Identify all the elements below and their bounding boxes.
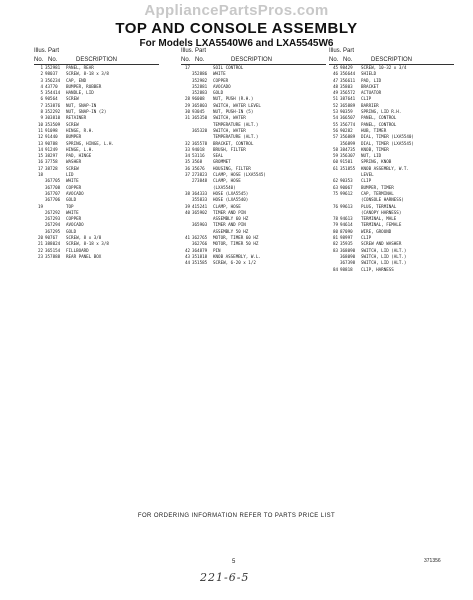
header-ill-part: Illus. Part <box>34 48 60 54</box>
part-number: 365320 <box>192 127 208 133</box>
header-description: DESCRIPTION <box>231 57 273 63</box>
part-number: 99613 <box>340 203 353 209</box>
part-number: 352292 <box>45 109 61 115</box>
part-number: 94018 <box>192 146 205 152</box>
part-description: TEMPERATURE (ALT.) <box>213 134 259 140</box>
illus-number: 14 <box>37 146 43 152</box>
illus-number: 56 <box>332 127 338 133</box>
part-description: DIAL, TIMER (LXA5540) <box>361 134 414 140</box>
illus-number: 42 <box>184 247 190 253</box>
illus-number: 44 <box>184 260 190 266</box>
illus-number: 63 <box>332 184 338 190</box>
illus-number: 75 <box>332 190 338 196</box>
part-description: (CANOPY HARNESS) <box>361 209 402 215</box>
illus-number: 52 <box>332 102 338 108</box>
part-number: 364333 <box>192 190 208 196</box>
part-number: 356889 <box>340 134 356 140</box>
part-number: 98429 <box>340 65 353 70</box>
header-part-no: No. <box>195 57 205 63</box>
part-description: BUMPER <box>66 134 82 140</box>
part-number: 99612 <box>340 190 353 196</box>
part-number: 35935 <box>340 241 353 247</box>
part-description: PIN <box>213 247 221 253</box>
illus-number: 78 <box>332 216 338 222</box>
illus-number: 34 <box>184 153 190 159</box>
part-description: WASHER <box>66 159 82 165</box>
parts-list <box>329 65 454 273</box>
illus-number: 51 <box>332 96 338 102</box>
part-number: 384735 <box>340 146 356 152</box>
part-number: 366507 <box>340 115 356 121</box>
part-description: ASSEMBLY 50 HZ <box>213 228 249 234</box>
part-description: BRUSH, FILTER <box>213 146 246 152</box>
illus-number: 17 <box>37 165 43 171</box>
part-description: COPPER <box>213 77 229 83</box>
illus-number: 16 <box>37 159 43 165</box>
part-description: GROMMET <box>213 159 231 165</box>
illus-number: 47 <box>332 77 338 83</box>
illus-number: 62 <box>332 178 338 184</box>
illus-number: 40 <box>184 209 190 215</box>
illus-number: 80 <box>332 228 338 234</box>
illus-number: 41 <box>184 235 190 241</box>
illus-number: 5 <box>40 90 43 96</box>
part-description: HOUSING, FILTER <box>213 165 251 171</box>
illus-number: 20 <box>37 235 43 241</box>
part-description: WHITE <box>213 71 226 77</box>
part-number: 415241 <box>192 203 208 209</box>
illus-number: 43 <box>184 253 190 259</box>
part-number: 90353 <box>340 178 353 184</box>
page-number: 5 <box>232 559 236 565</box>
part-number: 362765 <box>192 235 208 241</box>
part-number: 368090 <box>340 247 356 253</box>
part-description: SCREW, 8-18 x 3/8 <box>66 241 109 247</box>
part-number: 365902 <box>192 209 208 215</box>
illus-number: 55 <box>332 121 338 127</box>
part-row <box>329 267 454 273</box>
illus-number: 33 <box>184 146 190 152</box>
part-description: SCREW, 8 x 3/8 <box>66 235 102 241</box>
part-number: 267292 <box>45 209 61 215</box>
part-description: NUT, LID <box>361 153 382 159</box>
part-number: 90359 <box>340 109 353 115</box>
part-number: 90564 <box>45 96 58 102</box>
part-description: PANEL, CONTROL <box>361 121 397 127</box>
part-number: 353876 <box>45 102 61 108</box>
part-number: 365889 <box>340 102 356 108</box>
parts-column-3 <box>329 48 454 273</box>
illus-number: 58 <box>332 146 338 152</box>
header-ill-part: Illus. Part <box>329 48 355 54</box>
part-number: 96008 <box>192 96 205 102</box>
part-description: SWITCH, LID (ALT.) <box>361 253 407 259</box>
illus-number: 2 <box>40 71 43 77</box>
part-number: 352881 <box>192 83 208 89</box>
part-number: 53116 <box>192 153 205 159</box>
illus-number: 1 <box>40 65 43 70</box>
part-description: TEMPERATURE (ALT.) <box>213 121 259 127</box>
illus-number: 28 <box>184 96 190 102</box>
part-number: 356234 <box>45 77 61 83</box>
part-number: 267294 <box>45 222 61 228</box>
part-row <box>181 260 326 266</box>
part-description: SCREW, 10-32 x 3/4 <box>361 65 407 70</box>
illus-number: 8 <box>40 109 43 115</box>
illus-number: 46 <box>332 71 338 77</box>
part-description: SCREW <box>66 121 79 127</box>
part-description: SWITCH, LID (ALT.) <box>361 247 407 253</box>
part-description: HINGE, R.H. <box>66 127 94 133</box>
part-number: 356572 <box>340 90 356 96</box>
illus-number: 9 <box>40 115 43 121</box>
part-description: AVOCADO <box>66 222 84 228</box>
illus-number: 48 <box>332 83 338 89</box>
part-description: CAP, TERMINAL <box>361 190 394 196</box>
part-description: TERMINAL, MALE <box>361 216 397 222</box>
illus-number: 21 <box>37 241 43 247</box>
part-description: SWITCH, WATER <box>213 127 246 133</box>
part-description: RETAINER <box>66 115 87 121</box>
illus-number: 53 <box>332 109 338 115</box>
page-subtitle: For Models LXA5540W6 and LXA5545W6 <box>139 38 334 49</box>
part-number: 303810 <box>45 115 61 121</box>
part-description: LID <box>66 172 74 178</box>
part-description: NUT, SNAP-IN (2) <box>66 109 107 115</box>
illus-number: 79 <box>332 222 338 228</box>
part-description: SHIELD <box>361 71 377 77</box>
part-description: WHITE <box>66 178 79 184</box>
part-description: PANEL, REAR <box>66 65 94 70</box>
illus-number: 37 <box>184 172 190 178</box>
part-number: 362766 <box>192 241 208 247</box>
part-description: GOLD <box>213 90 224 96</box>
part-description: SPRING, HINGE, L.H. <box>66 140 114 146</box>
part-description: SCREW, 8-18 x 3/8 <box>66 71 109 77</box>
part-description: SCREW <box>66 96 79 102</box>
part-number: 356611 <box>340 77 356 83</box>
handwritten-note: 221-6-5 <box>200 571 250 584</box>
part-description: CLIP <box>361 96 372 102</box>
part-description: SEAL <box>213 153 224 159</box>
part-description: MOTOR, TIMER 50 HZ <box>213 241 259 247</box>
illus-number: 84 <box>332 266 338 272</box>
part-description: NUT, PUSH-IN (5) <box>213 109 254 115</box>
part-description: CLIP <box>361 235 372 241</box>
part-description: DIAL, TIMER (LXA5545) <box>361 140 414 146</box>
part-number: 367707 <box>45 190 61 196</box>
part-number: 365578 <box>192 140 208 146</box>
part-number: 94614 <box>340 222 353 228</box>
illus-number: 82 <box>332 241 338 247</box>
part-number: 353509 <box>45 121 61 127</box>
part-description: SCREW AND WASHER <box>361 241 402 247</box>
part-description: SPRING, LID R.H. <box>361 109 402 115</box>
part-row <box>34 254 159 260</box>
part-number: 98037 <box>45 71 58 77</box>
part-description: BARRIER <box>361 102 379 108</box>
illus-number: 7 <box>40 102 43 108</box>
part-description: LEVEL <box>361 172 374 178</box>
part-description: BRACKET <box>361 83 379 89</box>
parts-column-2 <box>181 48 326 267</box>
part-description: SWITCH, WATER LEVEL <box>213 102 261 108</box>
part-number: 91098 <box>45 127 58 133</box>
illus-number: 36 <box>184 165 190 171</box>
part-number: 98818 <box>340 266 353 272</box>
illus-number: 19 <box>37 203 43 209</box>
part-description: TIMER AND PIN <box>213 222 246 228</box>
part-description: (CONSOLE HARNESS) <box>361 197 404 203</box>
illus-number: 11 <box>37 127 43 133</box>
illus-number: 83 <box>332 247 338 253</box>
column-header <box>329 48 454 65</box>
illus-number: 35 <box>184 159 190 165</box>
part-description: PLUG, TERMINAL <box>361 203 397 209</box>
illus-number: 15 <box>37 153 43 159</box>
illus-number: 18 <box>37 172 43 178</box>
illus-number: 30 <box>184 109 190 115</box>
header-description: DESCRIPTION <box>76 57 118 63</box>
part-number: 367708 <box>45 184 61 190</box>
illus-number: 57 <box>332 134 338 140</box>
part-number: 91501 <box>340 159 353 165</box>
part-number: 352883 <box>192 90 208 96</box>
part-description: SOIL CONTROL <box>213 65 244 70</box>
part-number: 91249 <box>45 146 58 152</box>
illus-number: 59 <box>332 153 338 159</box>
illus-number: 76 <box>332 203 338 209</box>
part-number: 38297 <box>45 153 58 159</box>
part-description: ACTUATOR <box>361 90 382 96</box>
header-no: No. <box>34 57 44 63</box>
part-number: 90282 <box>340 127 353 133</box>
part-number: 387641 <box>340 96 356 102</box>
part-number: 357888 <box>45 253 61 259</box>
illus-number: 38 <box>184 190 190 196</box>
part-number: 43770 <box>45 83 58 89</box>
part-description: KNOB ASSEMBLY, W.L. <box>213 253 261 259</box>
part-description: KNOB ASSEMBLY, W.T. <box>361 165 409 171</box>
part-number: 356307 <box>340 153 356 159</box>
part-description: SCREW, 6-20 x 1/2 <box>213 260 256 266</box>
header-part-no: No. <box>48 57 58 63</box>
part-number: 355833 <box>192 197 208 203</box>
column-header <box>34 48 159 65</box>
part-number: 35676 <box>192 165 205 171</box>
part-number: 90067 <box>340 184 353 190</box>
illus-number: 4 <box>40 83 43 89</box>
part-description: HUB, TIMER <box>361 127 387 133</box>
part-description: COPPER <box>66 216 82 222</box>
part-description: REAR PANEL BOX <box>66 253 102 259</box>
part-number: 352886 <box>192 71 208 77</box>
part-description: FILLBOARD <box>66 247 89 253</box>
part-number: 352981 <box>45 65 61 70</box>
part-description: WHITE <box>66 209 79 215</box>
illus-number: 13 <box>37 140 43 146</box>
part-number: 365803 <box>192 102 208 108</box>
part-description: NUT, SNAP-IN <box>66 102 97 108</box>
illus-number: 10 <box>37 121 43 127</box>
part-description: BRACKET, CONTROL <box>213 140 254 146</box>
part-number: 351585 <box>192 260 208 266</box>
parts-list <box>34 65 159 260</box>
header-no: No. <box>181 57 191 63</box>
part-description: ASSEMBLY 60 HZ <box>213 216 249 222</box>
part-number: 273848 <box>192 178 208 184</box>
part-description: MOTOR, TIMER 60 HZ <box>213 235 259 241</box>
part-number: 365154 <box>45 247 61 253</box>
part-description: KNOB, TIMER <box>361 146 389 152</box>
illus-number: 6 <box>40 96 43 102</box>
part-number: 356644 <box>340 71 356 77</box>
part-description: SWITCH, WATER <box>213 115 246 121</box>
illus-number: 3 <box>40 77 43 83</box>
part-number: 94613 <box>340 216 353 222</box>
watermark: AppliancePartsPros.com <box>144 2 329 19</box>
part-number: 364879 <box>192 247 208 253</box>
part-description: TIMER AND PIN <box>213 209 246 215</box>
illus-number: 49 <box>332 90 338 96</box>
part-description: AVOCADO <box>213 83 231 89</box>
part-description: HOSE (LXA5540) <box>213 197 249 203</box>
illus-number: 23 <box>37 253 43 259</box>
part-description: HINGE, L.H. <box>66 146 94 152</box>
illus-number: 22 <box>37 247 43 253</box>
header-part-no: No. <box>343 57 353 63</box>
part-number: 367706 <box>45 197 61 203</box>
part-description: AVOCADO <box>66 190 84 196</box>
part-number: 388024 <box>45 241 61 247</box>
column-header <box>181 48 326 65</box>
illus-number: 61 <box>332 165 338 171</box>
illus-number: 39 <box>184 203 190 209</box>
header-description: DESCRIPTION <box>371 57 413 63</box>
part-description: CLAMP, HOSE (LXA5545) <box>213 172 266 178</box>
illus-number: 81 <box>332 235 338 241</box>
illus-number: 31 <box>184 115 190 121</box>
part-description: WIRE, GROUND <box>361 228 392 234</box>
part-number: 98997 <box>340 235 353 241</box>
part-number: 3568 <box>192 159 203 165</box>
part-description: HOSE (LXA5545) <box>213 190 249 196</box>
part-description: COPPER <box>66 184 82 190</box>
part-description: (LXA5540) <box>213 184 236 190</box>
part-description: SPRING, KNOB <box>361 159 392 165</box>
part-number: 37758 <box>45 159 58 165</box>
part-description: TOP <box>66 203 74 209</box>
part-description: NUT, PUSH (R.H.) <box>213 96 254 102</box>
header-no: No. <box>329 57 339 63</box>
document-number: 371356 <box>424 558 441 564</box>
illus-number: 60 <box>332 159 338 165</box>
part-number: 267293 <box>45 216 61 222</box>
illus-number: 45 <box>332 65 338 70</box>
part-number: 367398 <box>340 260 356 266</box>
part-number: 354414 <box>45 90 61 96</box>
part-description: CLIP <box>361 178 372 184</box>
header-ill-part: Illus. Part <box>181 48 207 54</box>
part-number: 91440 <box>45 134 58 140</box>
illus-number: 17 <box>184 65 190 70</box>
part-number: 352982 <box>192 77 208 83</box>
part-description: PAD, HINGE <box>66 153 92 159</box>
part-description: GOLD <box>66 197 77 203</box>
part-description: CLAMP, HOSE <box>213 178 241 184</box>
part-number: 367295 <box>45 228 61 234</box>
ordering-note: FOR ORDERING INFORMATION REFER TO PARTS PRICE LIST <box>137 513 336 519</box>
part-description: BUMPER, RUBBER <box>66 83 102 89</box>
part-description: CLAMP, HOSE <box>213 203 241 209</box>
part-number: 356774 <box>340 121 356 127</box>
illus-number: 12 <box>37 134 43 140</box>
part-number: 351818 <box>192 253 208 259</box>
page-title: TOP AND CONSOLE ASSEMBLY <box>115 20 358 37</box>
part-description: CAP, END <box>66 77 87 83</box>
part-description: BUMPER, TIMER <box>361 184 394 190</box>
part-number: 356899 <box>340 140 356 146</box>
part-number: 365903 <box>192 222 208 228</box>
illus-number: 29 <box>184 102 190 108</box>
part-number: 93045 <box>192 109 205 115</box>
part-number: 35803 <box>340 83 353 89</box>
part-description: GOLD <box>66 228 77 234</box>
parts-column-1 <box>34 48 159 260</box>
part-number: 38728 <box>45 165 58 171</box>
part-description: HANDLE, LID <box>66 90 94 96</box>
illus-number: 54 <box>332 115 338 121</box>
part-description: CLIP, HARNESS <box>361 266 394 272</box>
illus-number: 32 <box>184 140 190 146</box>
part-description: TERMINAL, FEMALE <box>361 222 402 228</box>
part-number: 351855 <box>340 165 356 171</box>
part-description: SWITCH, LID (ALT.) <box>361 260 407 266</box>
part-description: PAD, LID <box>361 77 382 83</box>
part-number: 273823 <box>192 172 208 178</box>
part-description: SCREW <box>66 165 79 171</box>
parts-list <box>181 65 326 267</box>
part-number: 87090 <box>340 228 353 234</box>
part-number: 365350 <box>192 115 208 121</box>
part-number: 368090 <box>340 253 356 259</box>
part-number: 90788 <box>45 140 58 146</box>
part-number: 90767 <box>45 235 58 241</box>
part-number: 367705 <box>45 178 61 184</box>
part-description: PANEL, CONTROL <box>361 115 397 121</box>
